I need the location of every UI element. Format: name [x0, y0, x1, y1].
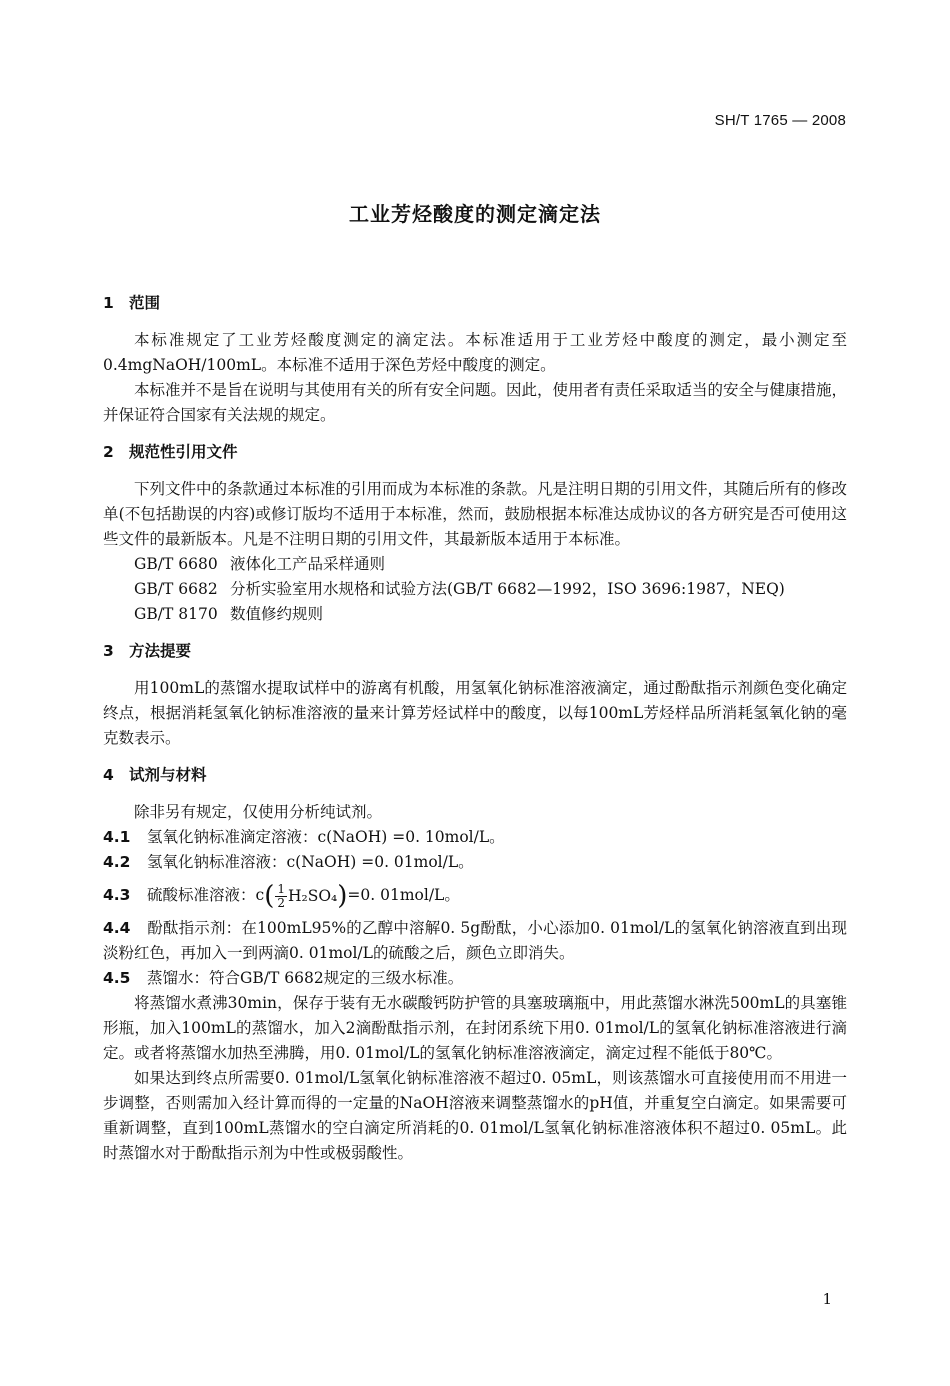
page-number: 1: [822, 1290, 832, 1308]
section-number: 2: [103, 443, 114, 461]
reference-title: 分析实验室用水规格和试验方法(GB/T 6682—1992，ISO 3696:1987，NEQ): [230, 580, 785, 598]
section-heading-scope: [103, 291, 847, 316]
reference-code: GB/T 6680: [134, 555, 218, 573]
clause-text-suffix: =0. 01mol/L。: [347, 886, 460, 904]
standard-code: SH/T 1765 — 2008: [714, 112, 846, 129]
paragraph: 下列文件中的条款通过本标准的引用而成为本标准的条款。凡是注明日期的引用文件，其随后所有的修改单(不包括勘误的内容)或修订版均不适用于本标准，然而，鼓励根据本标准达成协议的各方研究是否可使用这些文件的最新版本。凡是不注明日期的引用文件，其最新版本适用于本标准。: [103, 480, 848, 548]
clause-text: 氢氧化钠标准滴定溶液：c(NaOH) =0. 10mol/L。: [147, 828, 505, 846]
reference-item: [103, 577, 847, 602]
reference-title: 数值修约规则: [230, 605, 324, 623]
paragraph: 本标准并不是旨在说明与其使用有关的所有安全问题。因此，使用者有责任采取适当的安全与健康措施，并保证符合国家有关法规的规定。: [103, 381, 848, 424]
paragraph: 如果达到终点所需要0. 01mol/L氢氧化钠标准溶液不超过0. 05mL，则该蒸馏水可直接使用而不用进一步调整，否则需加入经计算而得的一定量的NaOH溶液来调整蒸馏水的pH值，并重复空白滴定。如果需要可重新调整，直到100mL蒸馏水的空白滴定所消耗的0. 01mol/L氢氧化钠标准溶液体积不超过0. 05mL。此时蒸馏水对于酚酞指示剂为中性或极弱酸性。: [103, 1069, 847, 1162]
clause-number: 4.1: [103, 828, 131, 846]
clause-4-3: [103, 878, 847, 913]
clause-text: 氢氧化钠标准溶液：c(NaOH) =0. 01mol/L。: [147, 853, 474, 871]
paragraph: 用100mL的蒸馏水提取试样中的游离有机酸，用氢氧化钠标准溶液滴定，通过酚酞指示剂颜色变化确定终点，根据消耗氢氧化钠标准溶液的量来计算芳烃试样中的酸度，以每100mL芳烃样品所消耗氢氧化钠的毫克数表示。: [103, 679, 847, 747]
section-heading-reagents: [103, 763, 847, 788]
paragraph: 除非另有规定，仅使用分析纯试剂。: [134, 803, 383, 821]
clause-number: 4.3: [103, 886, 131, 904]
reference-code: GB/T 8170: [134, 605, 218, 623]
reference-item: [103, 602, 847, 627]
document-body: [103, 291, 847, 1166]
clause-4-1: [103, 825, 847, 850]
section-title: 试剂与材料: [129, 766, 207, 784]
document-title: 工业芳烃酸度的测定滴定法: [349, 202, 601, 226]
section-number: 1: [103, 294, 114, 312]
section-number: 4: [103, 766, 114, 784]
section-title: 方法提要: [129, 642, 192, 660]
clause-text: 蒸馏水：符合GB/T 6682规定的三级水标准。: [147, 969, 464, 987]
reference-code: GB/T 6682: [134, 580, 218, 598]
clause-number: 4.4: [103, 919, 131, 937]
section-heading-method-summary: [103, 639, 847, 664]
section-title: 规范性引用文件: [129, 443, 238, 461]
section-title: 范围: [129, 294, 161, 312]
paragraph: 本标准规定了工业芳烃酸度测定的滴定法。本标准适用于工业芳烃中酸度的测定，最小测定至0.4mgNaOH/100mL。本标准不适用于深色芳烃中酸度的测定。: [103, 331, 847, 374]
clause-text: 硫酸标准溶液：c: [147, 886, 265, 904]
clause-number: 4.5: [103, 969, 131, 987]
concentration-formula: ( 1 2 H₂SO₄ ): [264, 881, 348, 911]
reference-title: 液体化工产品采样通则: [230, 555, 386, 573]
chemical-formula: H₂SO₄: [287, 887, 338, 905]
reference-item: [103, 552, 847, 577]
section-number: 3: [103, 642, 114, 660]
section-heading-normative-references: [103, 440, 847, 465]
fraction: 1 2: [277, 881, 285, 910]
clause-4-2: [103, 850, 847, 875]
clause-4-4: [103, 916, 847, 966]
clause-4-5: [103, 966, 847, 991]
clause-number: 4.2: [103, 853, 131, 871]
clause-text: 酚酞指示剂：在100mL95%的乙醇中溶解0. 5g酚酞，小心添加0. 01mol/L的氢氧化钠溶液直到出现淡粉红色，再加入一到两滴0. 01mol/L的硫酸之后，颜色立即消失。: [103, 919, 847, 962]
paragraph: 将蒸馏水煮沸30min，保存于装有无水碳酸钙防护管的具塞玻璃瓶中，用此蒸馏水淋洗500mL的具塞锥形瓶，加入100mL的蒸馏水，加入2滴酚酞指示剂，在封闭系统下用0. 01mol/L的氢氧化钠标准溶液进行滴定。或者将蒸馏水加热至沸腾，用0. 01mol/L的氢氧化钠标准溶液滴定，滴定过程不能低于80℃。: [103, 994, 847, 1062]
